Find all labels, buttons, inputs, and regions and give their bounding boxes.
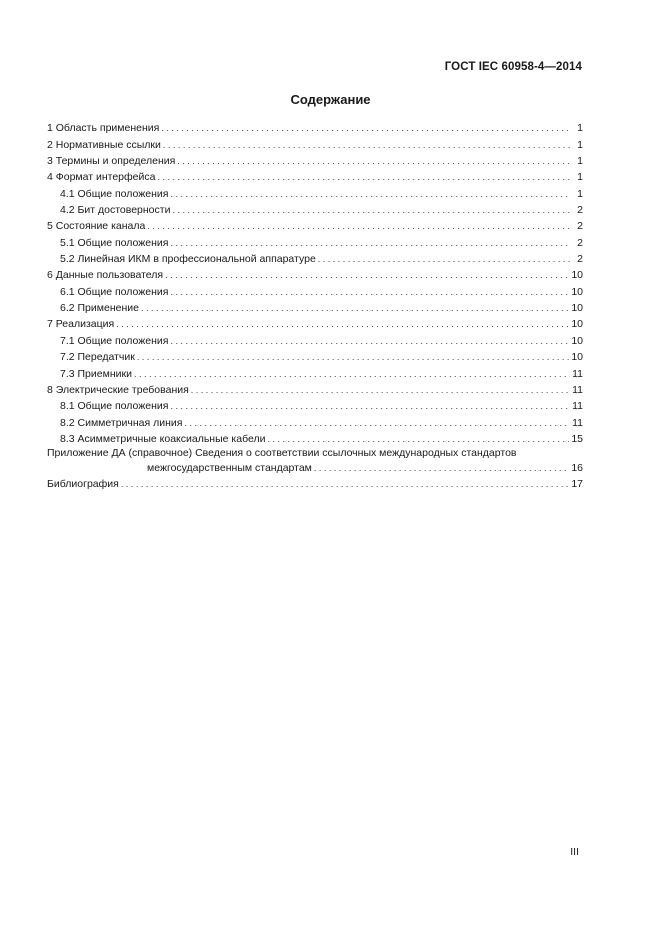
dot-leader — [116, 318, 569, 331]
appendix-title-line1: Приложение ДА (справочное) Сведения о соответствии ссылочных международных стандартов — [47, 446, 517, 459]
toc-entry-5[interactable]: 5 Состояние канала . . . 2 — [47, 217, 583, 233]
toc-title: Содержание — [290, 92, 371, 107]
toc-entry-7-1[interactable]: 7.1 Общие положения . . . 10 — [47, 331, 583, 347]
toc-entry-8-2[interactable]: 8.2 Симметричная линия . . . 11 — [47, 413, 583, 429]
dot-leader — [170, 400, 570, 413]
dot-leader — [165, 269, 569, 282]
toc-entry-2[interactable]: 2 Нормативные ссылки . . . 1 — [47, 135, 583, 151]
dot-leader — [141, 302, 569, 315]
dot-leader — [163, 139, 571, 152]
dot-leader — [177, 155, 571, 168]
toc-entry-8[interactable]: 8 Электрические требования . . . 11 — [47, 381, 583, 397]
dot-leader — [157, 171, 571, 184]
toc-entry-4-2[interactable]: 4.2 Бит достоверности . . . 2 — [47, 201, 583, 217]
toc-entry-8-3[interactable]: 8.3 Асимметричные коаксиальные кабели . . . 15 — [47, 430, 583, 446]
dot-leader — [134, 368, 570, 381]
toc-entry-6-2[interactable]: 6.2 Применение . . . 10 — [47, 299, 583, 315]
dot-leader — [147, 220, 571, 233]
standard-code: ГОСТ IEC 60958-4—2014 — [444, 61, 582, 73]
toc-entry-4[interactable]: 4 Формат интерфейса . . . 1 — [47, 168, 583, 184]
toc-entry-3[interactable]: 3 Термины и определения . . . 1 — [47, 152, 583, 168]
toc-entry-7-3[interactable]: 7.3 Приемники . . . 11 — [47, 364, 583, 380]
dot-leader — [170, 237, 571, 250]
toc-entry-bibliography[interactable]: Библиография . . . 17 — [47, 475, 583, 491]
toc-entry-7[interactable]: 7 Реализация . . . 10 — [47, 315, 583, 331]
dot-leader — [172, 204, 571, 217]
page-number: III — [570, 846, 579, 858]
dot-leader — [191, 384, 570, 397]
dot-leader — [161, 122, 571, 135]
toc-entry-6-1[interactable]: 6.1 Общие положения . . . 10 — [47, 282, 583, 298]
dot-leader — [267, 433, 569, 446]
toc-entry-1[interactable]: 1 Область применения . . . 1 — [47, 119, 583, 135]
dot-leader — [314, 462, 569, 475]
appendix-title-line2: межгосударственным стандартам — [147, 461, 312, 474]
toc-entry-8-1[interactable]: 8.1 Общие положения . . . 11 — [47, 397, 583, 413]
toc-entry-4-1[interactable]: 4.1 Общие положения . . . 1 — [47, 184, 583, 200]
toc-entry-7-2[interactable]: 7.2 Передатчик . . . 10 — [47, 348, 583, 364]
toc-entry-appendix[interactable]: Приложение ДА (справочное) Сведения о соответствии ссылочных международных стандартов межгосударственным стандартам . . . 16 — [47, 446, 583, 475]
dot-leader — [121, 478, 569, 491]
table-of-contents — [47, 119, 583, 491]
dot-leader — [170, 335, 569, 348]
dot-leader — [170, 188, 571, 201]
dot-leader — [184, 417, 570, 430]
dot-leader — [170, 286, 569, 299]
toc-entry-6[interactable]: 6 Данные пользователя . . . 10 — [47, 266, 583, 282]
toc-entry-5-2[interactable]: 5.2 Линейная ИКМ в профессиональной аппаратуре . . . 2 — [47, 250, 583, 266]
dot-leader — [318, 253, 571, 266]
dot-leader — [137, 351, 569, 364]
toc-entry-5-1[interactable]: 5.1 Общие положения . . . 2 — [47, 233, 583, 249]
